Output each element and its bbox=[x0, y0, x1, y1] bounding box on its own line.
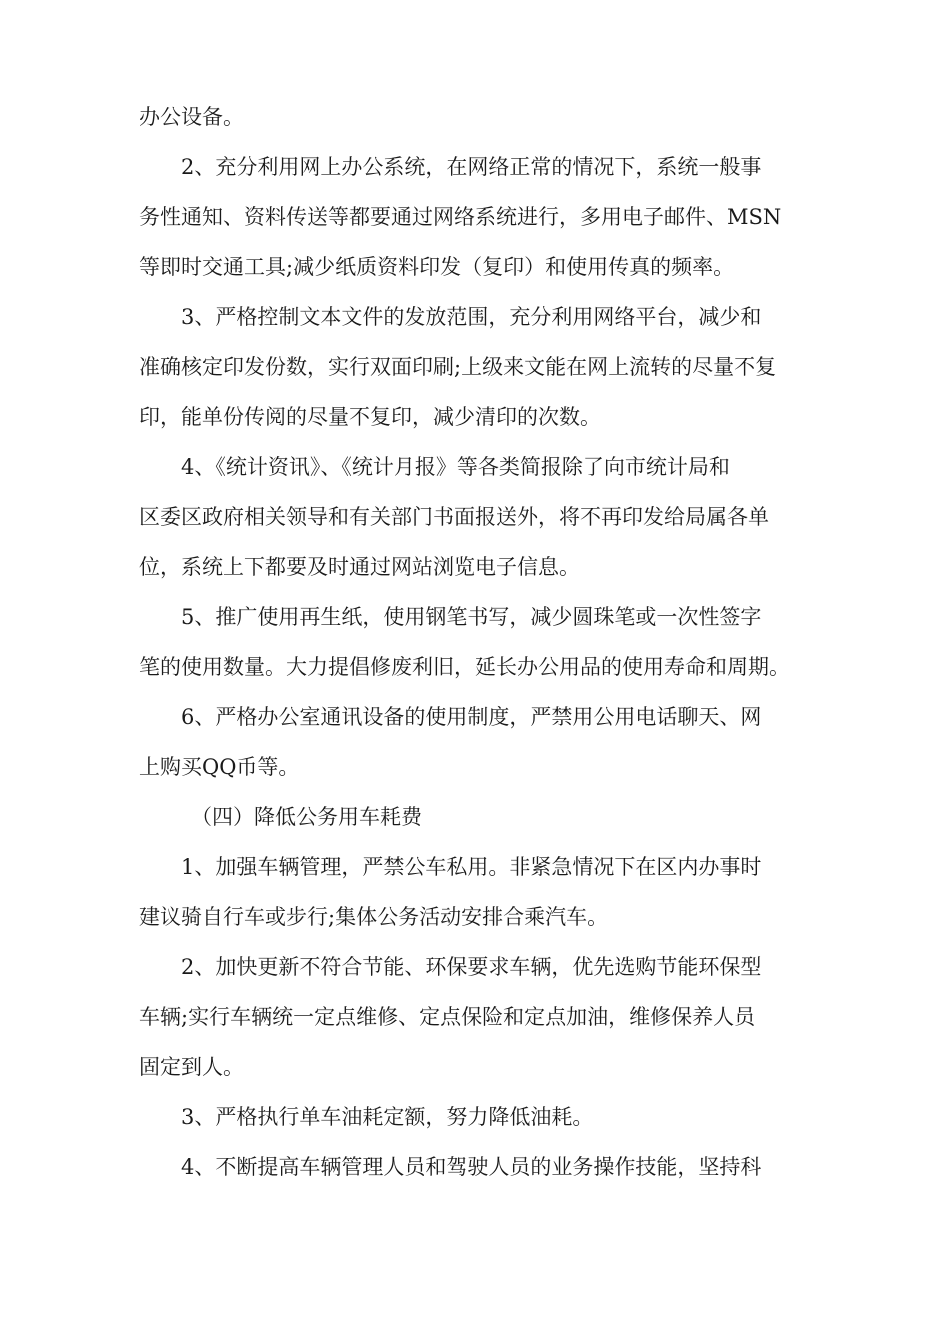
text-line: 务性通知、资料传送等都要通过网络系统进行，多用电子邮件、MSN bbox=[139, 205, 782, 229]
paragraph-start-line: 2、加快更新不符合节能、环保要求车辆，优先选购节能环保型 bbox=[181, 955, 762, 979]
paragraph-start-line: 5、推广使用再生纸，使用钢笔书写，减少圆珠笔或一次性签字 bbox=[181, 605, 762, 629]
document-body bbox=[139, 92, 819, 1192]
text-line: 上购买QQ币等。 bbox=[139, 755, 300, 779]
text-line: 笔的使用数量。大力提倡修废利旧，延长办公用品的使用寿命和周期。 bbox=[139, 655, 790, 679]
section-heading: （四）降低公务用车耗费 bbox=[191, 805, 422, 829]
text-line: 办公设备。 bbox=[139, 105, 244, 129]
paragraph-start-line: 3、严格执行单车油耗定额，努力降低油耗。 bbox=[181, 1105, 594, 1129]
text-line: 位，系统上下都要及时通过网站浏览电子信息。 bbox=[139, 555, 580, 579]
text-line: 建议骑自行车或步行;集体公务活动安排合乘汽车。 bbox=[139, 905, 609, 929]
paragraph-start-line: 4、不断提高车辆管理人员和驾驶人员的业务操作技能，坚持科 bbox=[181, 1155, 762, 1179]
text-line: 固定到人。 bbox=[139, 1055, 244, 1079]
paragraph-start-line: 4、《统计资讯》、《统计月报》等各类简报除了向市统计局和 bbox=[181, 455, 730, 479]
paragraph-start-line: 2、充分利用网上办公系统，在网络正常的情况下，系统一般事 bbox=[181, 155, 762, 179]
text-line: 印，能单份传阅的尽量不复印，减少清印的次数。 bbox=[139, 405, 601, 429]
text-line: 准确核定印发份数，实行双面印刷;上级来文能在网上流转的尽量不复 bbox=[139, 355, 777, 379]
text-line: 车辆;实行车辆统一定点维修、定点保险和定点加油，维修保养人员 bbox=[139, 1005, 756, 1029]
text-line: 等即时交通工具;减少纸质资料印发（复印）和使用传真的频率。 bbox=[139, 255, 735, 279]
text-line: 区委区政府相关领导和有关部门书面报送外，将不再印发给局属各单 bbox=[139, 505, 769, 529]
paragraph-start-line: 1、加强车辆管理，严禁公车私用。非紧急情况下在区内办事时 bbox=[181, 855, 762, 879]
paragraph-start-line: 6、严格办公室通讯设备的使用制度，严禁用公用电话聊天、网 bbox=[181, 705, 762, 729]
paragraph-start-line: 3、严格控制文本文件的发放范围，充分利用网络平台，减少和 bbox=[181, 305, 762, 329]
